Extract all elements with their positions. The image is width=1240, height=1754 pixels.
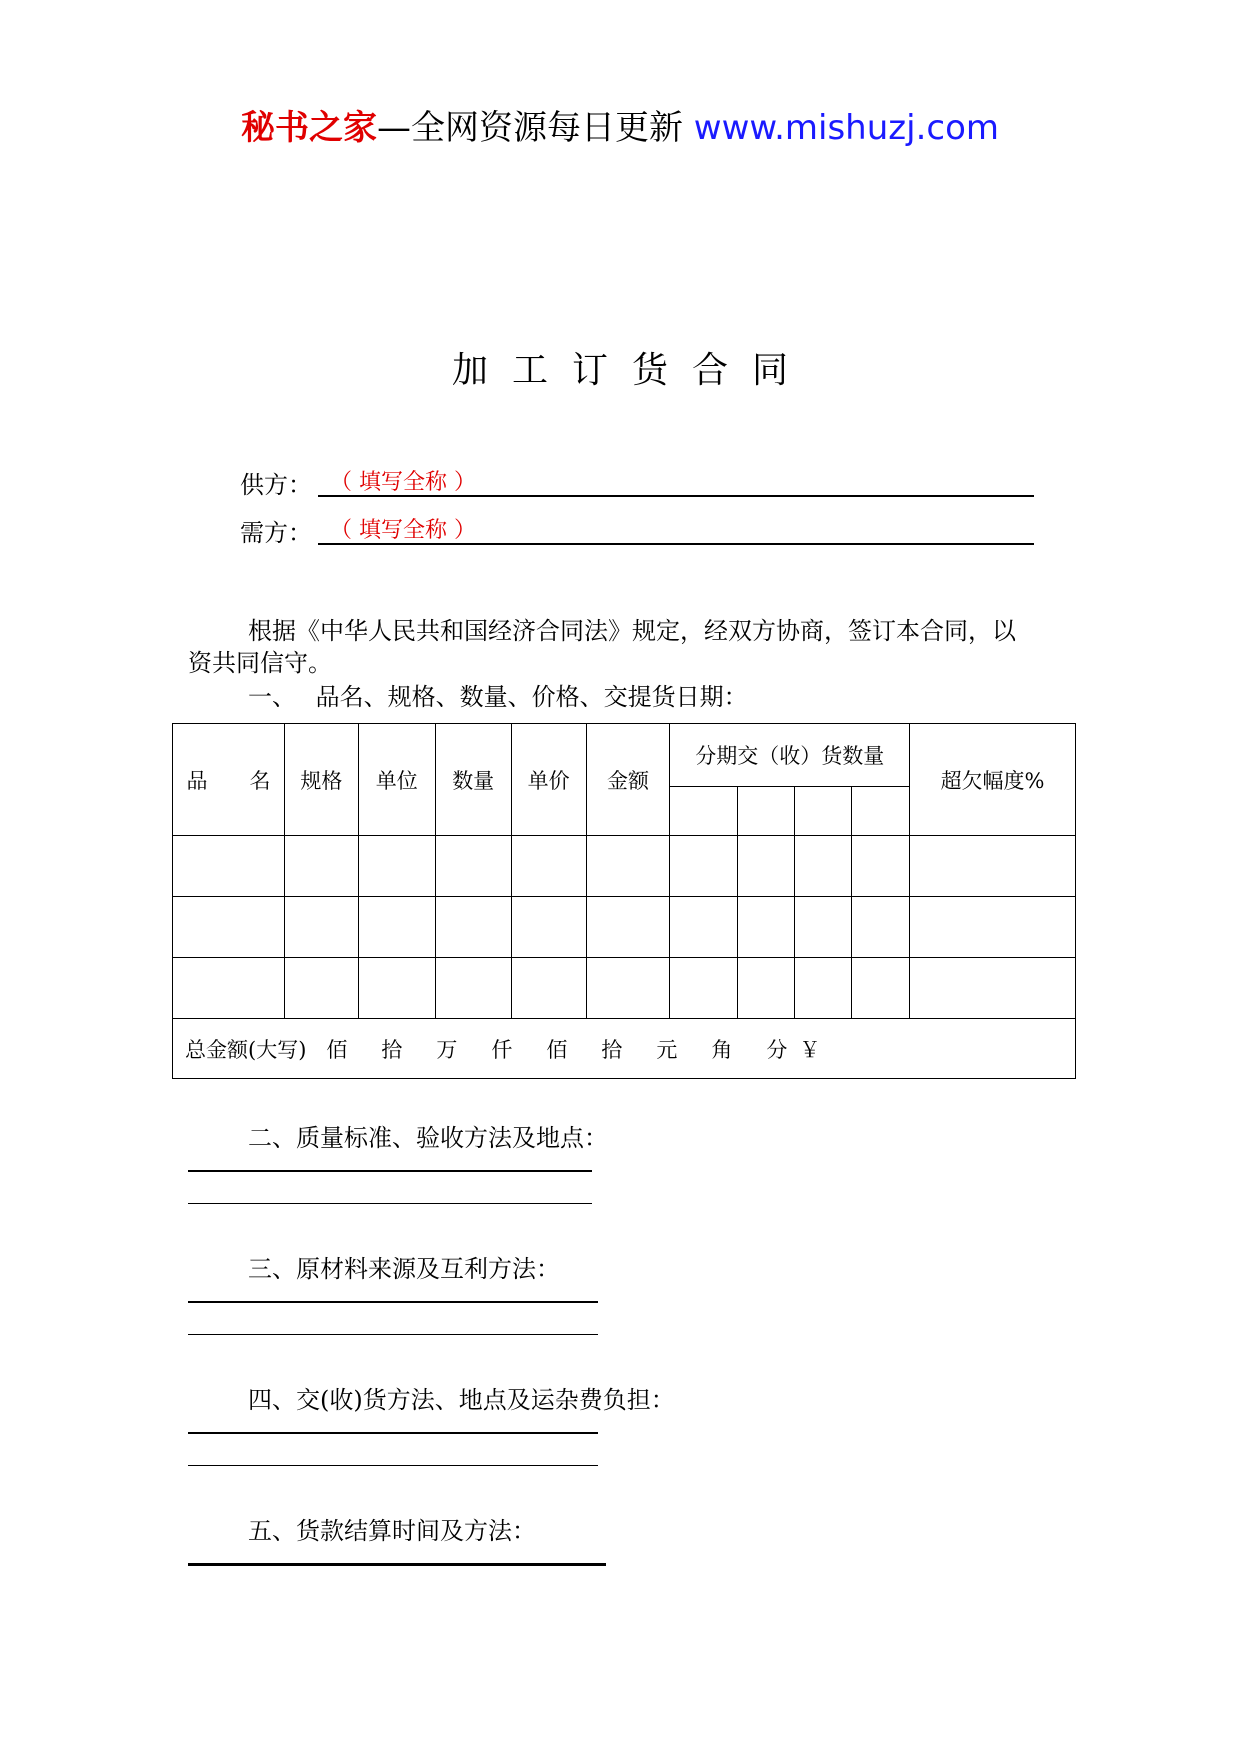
section-5-fill-line-1[interactable] xyxy=(188,1563,606,1566)
unit-shi-2: 拾 xyxy=(601,1037,623,1062)
unit-fen: 分 xyxy=(766,1037,788,1062)
table-row xyxy=(173,897,1076,958)
section-2-heading: 二、质量标准、验收方法及地点： xyxy=(248,1124,608,1152)
unit-shi: 拾 xyxy=(381,1037,403,1062)
section-3-fill-line-2[interactable] xyxy=(188,1334,598,1335)
unit-jiao: 角 xyxy=(711,1037,733,1062)
table-cell[interactable] xyxy=(586,836,670,897)
brand-name: 秘书之家 xyxy=(240,108,377,148)
table-cell[interactable] xyxy=(910,897,1076,958)
table-cell[interactable] xyxy=(173,958,285,1019)
table-cell[interactable] xyxy=(435,958,511,1019)
table-cell[interactable] xyxy=(910,958,1076,1019)
table-cell[interactable] xyxy=(670,897,738,958)
total-row xyxy=(173,1019,1076,1079)
goods-table xyxy=(172,723,1076,1079)
unit-yuan: 元 xyxy=(656,1037,678,1062)
header-unit-price: 单价 xyxy=(511,724,586,836)
header-slogan: —全网资源每日更新 xyxy=(376,108,683,148)
table-row xyxy=(173,836,1076,897)
table-cell[interactable] xyxy=(670,958,738,1019)
supplier-name-field[interactable]: （ 填写全称 ） xyxy=(318,465,1034,497)
section-3-heading: 三、原材料来源及互利方法： xyxy=(248,1255,560,1283)
table-cell[interactable] xyxy=(738,836,795,897)
header-product-name: 品 名 xyxy=(173,724,285,836)
installment-cell[interactable] xyxy=(795,787,852,836)
table-cell[interactable] xyxy=(358,958,435,1019)
table-cell[interactable] xyxy=(435,836,511,897)
table-cell[interactable] xyxy=(586,958,670,1019)
unit-wan: 万 xyxy=(436,1037,458,1062)
site-url-link[interactable]: www.mishuzj.com xyxy=(693,108,999,148)
supplier-label: 供方： xyxy=(240,471,312,499)
table-cell[interactable] xyxy=(511,836,586,897)
buyer-row xyxy=(240,513,476,548)
table-cell[interactable] xyxy=(586,897,670,958)
installment-cell[interactable] xyxy=(738,787,795,836)
total-amount-cell[interactable] xyxy=(173,1019,1076,1079)
table-cell[interactable] xyxy=(795,958,852,1019)
header-amount: 金额 xyxy=(586,724,670,836)
table-cell[interactable] xyxy=(670,836,738,897)
total-label: 总金额(大写) xyxy=(185,1037,307,1062)
table-cell[interactable] xyxy=(284,836,358,897)
site-header xyxy=(0,100,1240,149)
supplier-row xyxy=(240,465,476,500)
table-cell[interactable] xyxy=(435,897,511,958)
installment-cell[interactable] xyxy=(670,787,738,836)
table-cell[interactable] xyxy=(852,897,910,958)
table-row xyxy=(173,958,1076,1019)
table-cell[interactable] xyxy=(358,836,435,897)
table-cell[interactable] xyxy=(738,897,795,958)
table-cell[interactable] xyxy=(284,958,358,1019)
section-4-fill-line-1[interactable] xyxy=(188,1432,598,1434)
table-cell[interactable] xyxy=(795,836,852,897)
intro-line-2: 资共同信守。 xyxy=(188,649,332,677)
section-2-fill-line-2[interactable] xyxy=(188,1203,592,1204)
installment-cell[interactable] xyxy=(852,787,910,836)
table-cell[interactable] xyxy=(738,958,795,1019)
header-delivery-installments: 分期交（收）货数量 xyxy=(670,724,910,787)
table-cell[interactable] xyxy=(511,958,586,1019)
section-4-heading: 四、交(收)货方法、地点及运杂费负担： xyxy=(248,1386,675,1414)
section-4-fill-line-2[interactable] xyxy=(188,1465,598,1466)
table-cell[interactable] xyxy=(852,836,910,897)
buyer-name-field[interactable]: （ 填写全称 ） xyxy=(318,513,1034,545)
table-cell[interactable] xyxy=(511,897,586,958)
section-2-fill-line-1[interactable] xyxy=(188,1170,592,1172)
contract-title: 加工订货合同 xyxy=(451,350,812,391)
header-spec: 规格 xyxy=(284,724,358,836)
table-cell[interactable] xyxy=(795,897,852,958)
table-cell[interactable] xyxy=(358,897,435,958)
table-cell[interactable] xyxy=(910,836,1076,897)
table-cell[interactable] xyxy=(852,958,910,1019)
unit-qian: 仟 xyxy=(491,1037,513,1062)
header-tolerance: 超欠幅度% xyxy=(910,724,1076,836)
table-cell[interactable] xyxy=(284,897,358,958)
header-unit: 单位 xyxy=(358,724,435,836)
unit-bai-2: 佰 xyxy=(546,1037,568,1062)
intro-line-1: 根据《中华人民共和国经济合同法》规定，经双方协商，签订本合同，以 xyxy=(248,617,1016,645)
section-5-heading: 五、货款结算时间及方法： xyxy=(248,1517,536,1545)
section-3-fill-line-1[interactable] xyxy=(188,1301,598,1303)
section-1-heading: 一、 品名、规格、数量、价格、交提货日期： xyxy=(248,683,748,711)
yuan-sign: ￥ xyxy=(799,1037,821,1062)
buyer-label: 需方： xyxy=(240,519,312,547)
table-cell[interactable] xyxy=(173,836,285,897)
header-quantity: 数量 xyxy=(435,724,511,836)
unit-bai: 佰 xyxy=(326,1037,348,1062)
table-cell[interactable] xyxy=(173,897,285,958)
